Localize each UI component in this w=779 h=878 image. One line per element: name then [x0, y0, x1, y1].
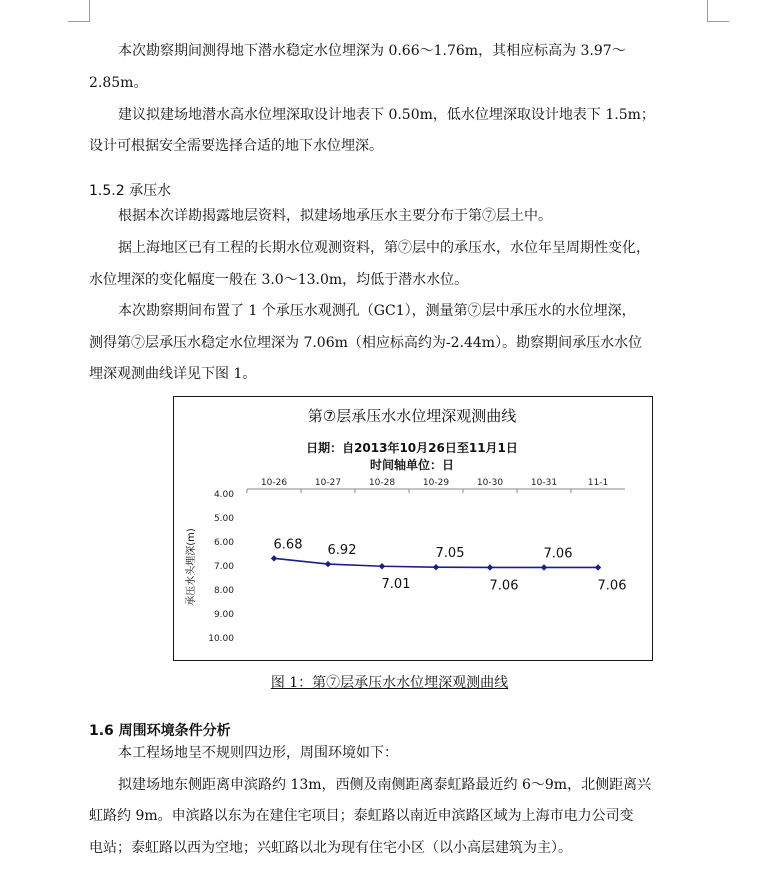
paragraph-line: 本工程场地呈不规则四边形，周围环境如下： — [118, 745, 398, 761]
data-point-marker — [433, 564, 439, 570]
paragraph-line: 本次勘察期间测得地下潜水稳定水位埋深为 0.66～1.76m，其相应标高为 3.97～ — [118, 43, 626, 59]
paragraph-line: 本次勘察期间布置了 1 个承压水观测孔（GC1），测量第⑦层中承压水的水位埋深， — [118, 303, 636, 319]
figure-chart — [173, 396, 653, 661]
y-tick-label: 4.00 — [213, 490, 234, 500]
paragraph-line: 电站；泰虹路以西为空地；兴虹路以北为现有住宅小区（以小高层建筑为主）。 — [89, 840, 572, 856]
data-label: 6.68 — [273, 537, 303, 553]
data-label: 7.05 — [435, 546, 465, 562]
data-point-marker — [379, 563, 385, 569]
x-tick-label: 10-31 — [530, 478, 558, 488]
paragraph-line: 根据本次详勘揭露地层资料，拟建场地承压水主要分布于第⑦层土中。 — [118, 208, 552, 224]
figure-caption-text: 图 1：第⑦层承压水水位埋深观测曲线 — [270, 675, 509, 691]
paragraph-line: 建议拟建场地潜水高水位埋深取设计地表下 0.50m，低水位埋深取设计地表下 1.5m； — [118, 107, 655, 123]
x-tick-label: 10-26 — [260, 478, 288, 488]
crop-mark-right — [707, 0, 708, 22]
water-level-chart — [174, 397, 651, 659]
crop-mark-left — [89, 0, 90, 22]
paragraph-line: 虹路约 9m。申滨路以东为在建住宅项目；泰虹路以南近申滨路区域为上海市电力公司变 — [89, 808, 634, 824]
data-point-marker — [595, 564, 601, 570]
crop-mark-right-h — [707, 21, 729, 22]
chart-subtitle-unit: 时间轴单位：日 — [369, 458, 455, 472]
data-label: 7.06 — [543, 546, 573, 562]
data-label: 7.06 — [597, 578, 627, 594]
data-point-marker — [271, 555, 277, 561]
paragraph-line: 据上海地区已有工程的长期水位观测资料，第⑦层中的承压水，水位年呈周期性变化， — [118, 240, 650, 256]
x-tick-label: 10-29 — [422, 478, 450, 488]
y-tick-label: 7.00 — [213, 562, 234, 572]
paragraph-line: 测得第⑦层承压水稳定水位埋深为 7.06m（相应标高约为-2.44m）。勘察期间承压水水位 — [89, 335, 643, 351]
section-heading-1-6: 1.6 周围环境条件分析 — [89, 723, 231, 739]
x-tick-label: 10-30 — [476, 478, 504, 488]
x-tick-label: 11-1 — [587, 478, 609, 488]
data-point-marker — [541, 564, 547, 570]
data-label: 7.01 — [381, 577, 411, 593]
paragraph-line: 水位埋深的变化幅度一般在 3.0～13.0m，均低于潜水水位。 — [89, 272, 469, 288]
paragraph-line: 拟建场地东侧距离申滨路约 13m，西侧及南侧距离泰虹路最近约 6～9m，北侧距离兴 — [118, 777, 652, 793]
figure-caption — [0, 673, 779, 693]
y-axis-label: 承压水头埋深(m) — [186, 528, 197, 606]
crop-mark-left-h — [68, 21, 90, 22]
data-point-marker — [487, 564, 493, 570]
y-tick-label: 8.00 — [213, 586, 234, 596]
y-tick-label: 9.00 — [213, 610, 234, 620]
x-tick-label: 10-27 — [314, 478, 342, 488]
data-label: 7.06 — [489, 578, 519, 594]
y-tick-label: 10.00 — [208, 634, 234, 644]
data-label: 6.92 — [327, 543, 357, 559]
section-heading-1-5-2: 1.5.2 承压水 — [89, 183, 172, 199]
x-tick-label: 10-28 — [368, 478, 396, 488]
paragraph-line: 设计可根据安全需要选择合适的地下水位埋深。 — [89, 138, 383, 154]
paragraph-line: 埋深观测曲线详见下图 1。 — [89, 366, 257, 382]
data-point-marker — [325, 561, 331, 567]
chart-subtitle-date: 日期：自2013年10月26日至11月1日 — [306, 441, 518, 455]
paragraph-line: 2.85m。 — [89, 75, 148, 91]
chart-title: 第⑦层承压水水位埋深观测曲线 — [307, 407, 517, 425]
y-tick-label: 6.00 — [213, 538, 234, 548]
y-tick-label: 5.00 — [213, 514, 234, 524]
